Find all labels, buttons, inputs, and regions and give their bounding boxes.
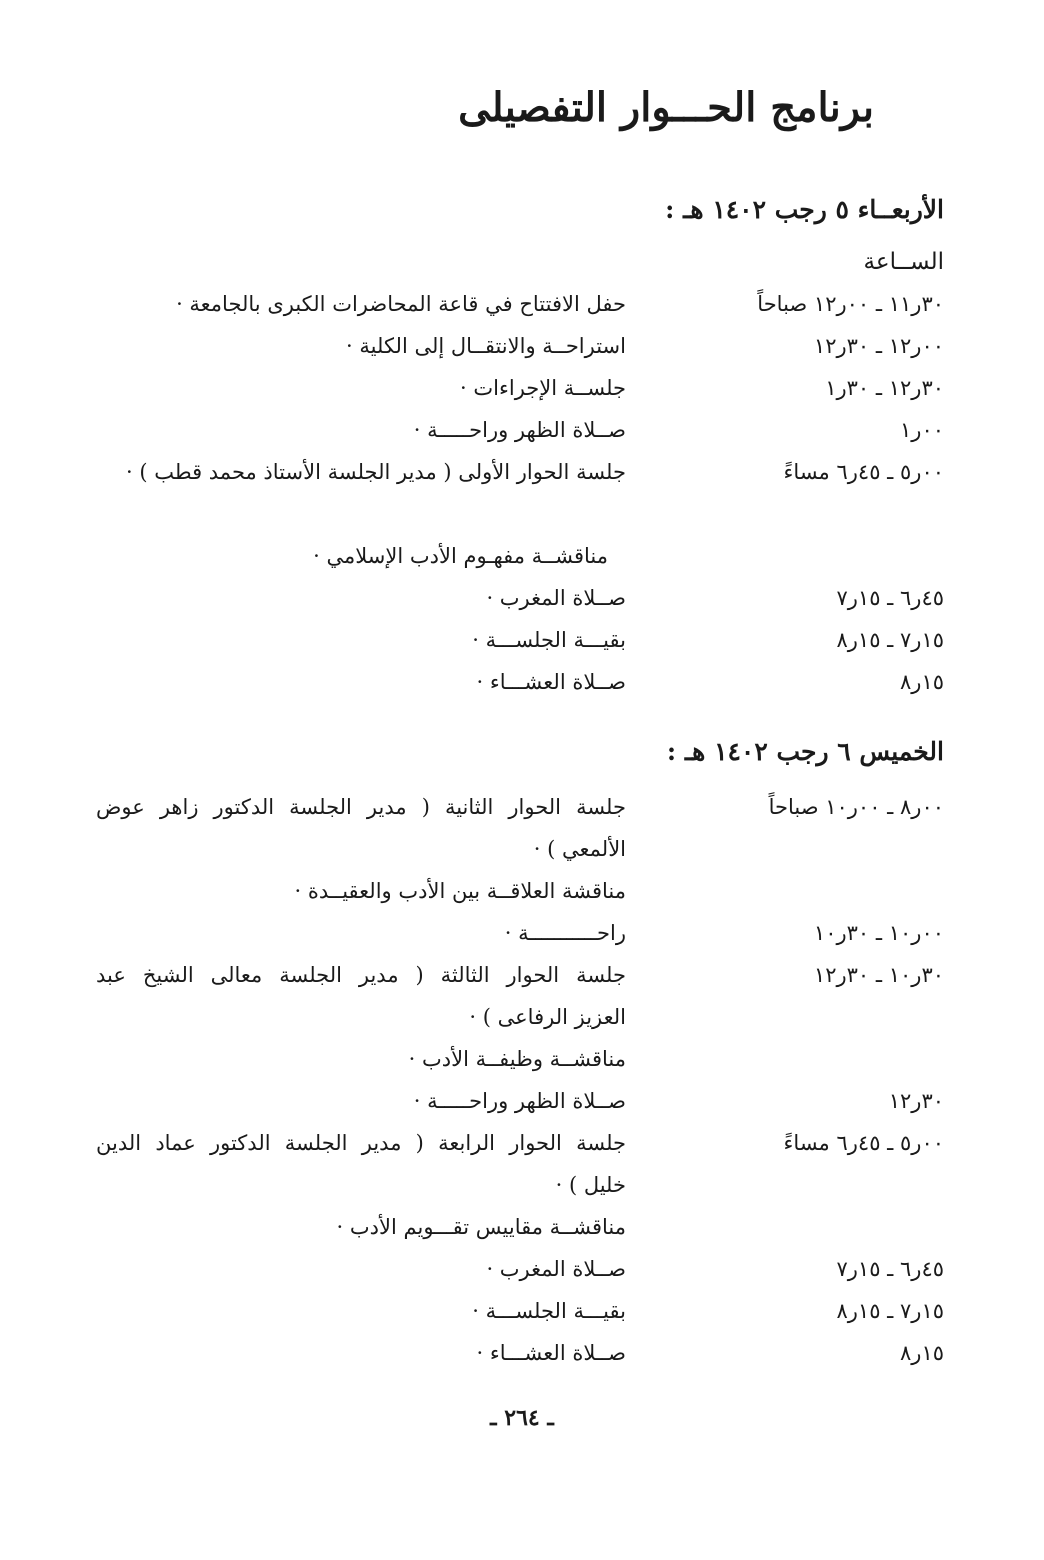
time-cell: ١٥ر٧ ـ ١٥ر٨: [836, 1299, 944, 1323]
schedule-row: [0, 996, 1044, 1038]
time-cell: ١٥ر٧ ـ ١٥ر٨: [836, 628, 944, 652]
schedule-row: [0, 1206, 1044, 1248]
activity-cell: حفل الافتتاح في قاعة المحاضرات الكبرى بالجامعة ·: [176, 292, 626, 316]
schedule-row: [0, 912, 1044, 954]
activity-cell: مناقشة العلاقــة بين الأدب والعقيــدة ·: [294, 879, 626, 903]
time-cell: ٠٠ر٨ ـ ٠٠ر١٠ صباحاً: [768, 795, 944, 819]
schedule-row: [0, 870, 1044, 912]
schedule-row: [0, 1038, 1044, 1080]
page-number: ـ ٢٦٤ ـ: [490, 1405, 554, 1431]
activity-cell: صــلاة العشـــاء ·: [476, 1341, 626, 1365]
schedule-row: [0, 1332, 1044, 1374]
schedule-thursday: [0, 786, 1044, 1374]
schedule-row: [0, 786, 1044, 828]
time-cell: ٠٠ر١٠ ـ ٣٠ر١٠: [813, 921, 944, 945]
time-cell: ٠٠ر٥ ـ ٤٥ر٦ مساءً: [783, 460, 944, 484]
activity-cell: خليل ) ·: [555, 1173, 626, 1197]
schedule-row: [0, 1122, 1044, 1164]
activity-cell: بقيـــة الجلســـة ·: [472, 1299, 626, 1323]
time-cell: ١٥ر٨: [900, 670, 944, 694]
schedule-row: [0, 1164, 1044, 1206]
time-cell: ٣٠ر١٢ ـ ٣٠ر١: [825, 376, 944, 400]
schedule-row: [0, 577, 1044, 619]
activity-cell: العزيز الرفاعى ) ·: [469, 1005, 626, 1029]
time-cell: ٤٥ر٦ ـ ١٥ر٧: [836, 1257, 944, 1281]
activity-cell: جلسة الحوار الثانية ( مدير الجلسة الدكتور زاهر عوض: [96, 795, 626, 819]
schedule-row: [0, 409, 1044, 451]
schedule-row: [0, 283, 1044, 325]
schedule-row: [0, 325, 1044, 367]
time-cell: ٣٠ر١١ ـ ٠٠ر١٢ صباحاً: [757, 292, 944, 316]
schedule-row: [0, 451, 1044, 493]
schedule-row: [0, 954, 1044, 996]
activity-cell: صــلاة الظهر وراحـــــة ·: [413, 1089, 626, 1113]
time-cell: ٤٥ر٦ ـ ١٥ر٧: [836, 586, 944, 610]
activity-cell: بقيـــة الجلســـة ·: [472, 628, 626, 652]
activity-cell: صــلاة الظهر وراحـــــة ·: [413, 418, 626, 442]
activity-cell: صــلاة العشـــاء ·: [476, 670, 626, 694]
activity-cell: راحـــــــــــة ·: [504, 921, 626, 945]
time-cell: ٣٠ر١٠ ـ ٣٠ر١٢: [813, 963, 944, 987]
hours-column-label: الســاعة: [863, 249, 944, 275]
activity-cell: صــلاة المغرب ·: [486, 586, 626, 610]
activity-cell: مناقشــة مقاييس تقـــويم الأدب ·: [336, 1215, 626, 1239]
activity-cell: الألمعي ) ·: [533, 837, 626, 861]
activity-cell: صــلاة المغرب ·: [486, 1257, 626, 1281]
time-cell: ٠٠ر١٢ ـ ٣٠ر١٢: [813, 334, 944, 358]
activity-cell: جلسة الحوار الأولى ( مدير الجلسة الأستاذ محمد قطب ) ·: [126, 460, 626, 484]
schedule-row: [0, 661, 1044, 703]
schedule-row: [0, 619, 1044, 661]
time-cell: ٠٠ر٥ ـ ٤٥ر٦ مساءً: [783, 1131, 944, 1155]
day-heading-thursday: الخميس ٦ رجب ١٤٠٢ هـ :: [666, 737, 944, 766]
activity-cell: استراحــة والانتقــال إلى الكلية ·: [346, 334, 626, 358]
activity-cell: جلسة الحوار الثالثة ( مدير الجلسة معالى الشيخ عبد: [96, 963, 626, 987]
activity-cell: مناقشــة وظيفــة الأدب ·: [408, 1047, 626, 1071]
page-title: برنامج الحـــوار التفصيلى: [458, 84, 874, 131]
schedule-row: [0, 828, 1044, 870]
time-cell: ٣٠ر١٢: [888, 1089, 944, 1113]
time-cell: ١٥ر٨: [900, 1341, 944, 1365]
activity-cell: جلسة الحوار الرابعة ( مدير الجلسة الدكتور عماد الدين: [96, 1131, 626, 1155]
activity-cell: جلســة الإجراءات ·: [460, 376, 626, 400]
time-cell: ٠٠ر١: [900, 418, 944, 442]
schedule-wednesday: [0, 283, 1044, 703]
schedule-row: [0, 1290, 1044, 1332]
schedule-row: [0, 535, 1044, 577]
schedule-row: [0, 493, 1044, 535]
day-heading-wednesday: الأربعــاء ٥ رجب ١٤٠٢ هـ :: [665, 195, 944, 224]
schedule-row: [0, 1248, 1044, 1290]
schedule-row: [0, 367, 1044, 409]
schedule-row: [0, 1080, 1044, 1122]
activity-cell: مناقشــة مفهـوم الأدب الإسلامي ·: [313, 544, 608, 568]
